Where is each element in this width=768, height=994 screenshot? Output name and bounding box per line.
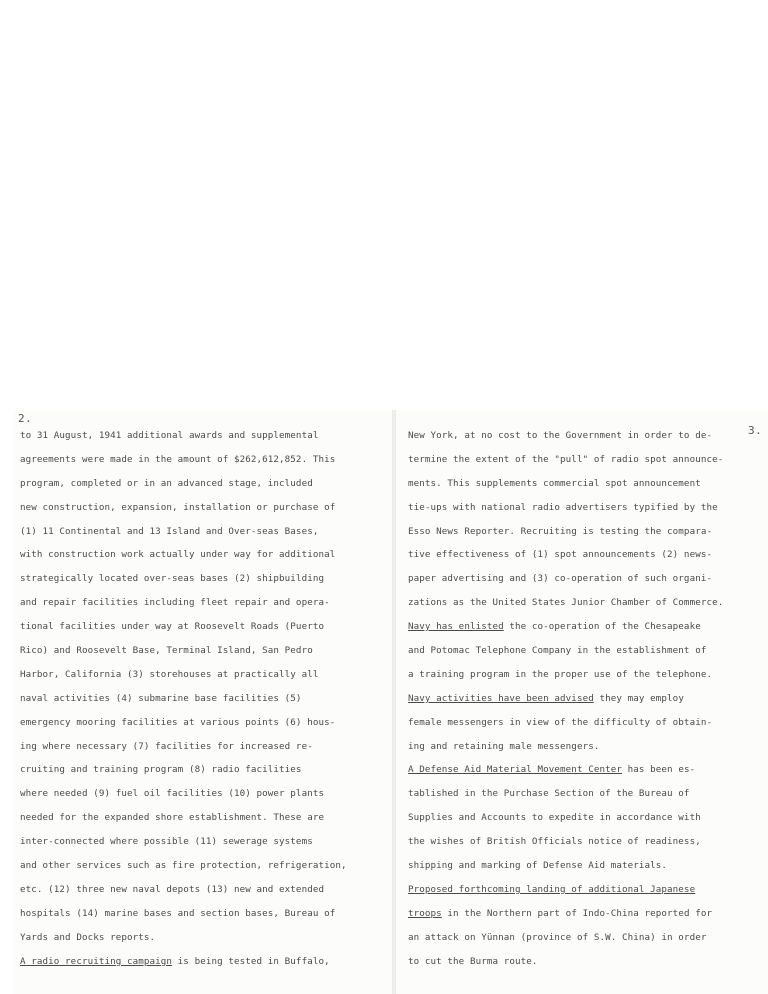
line-text-continued: has been es-: [622, 764, 696, 776]
text-line: [408, 950, 763, 974]
line-text: New York, at no cost to the Government in order to de-: [408, 430, 713, 441]
text-line: [20, 663, 385, 687]
line-text: inter-connected where possible (11) sewerage systems: [20, 836, 313, 848]
line-text: program, completed or in an advanced stage, included: [20, 477, 313, 489]
line-text: hospitals (14) marine bases and section bases, Bureau of: [20, 907, 336, 919]
line-text: and Potomac Telephone Company in the establishment of: [408, 645, 707, 657]
text-line: [408, 830, 763, 854]
line-text: agreements were made in the amount of $262,612,852. This: [20, 453, 336, 465]
line-text: ing where necessary (7) facilities for increased re-: [20, 740, 313, 752]
text-line: [20, 591, 385, 615]
text-line: [20, 758, 385, 782]
right-page-number: 3.: [748, 424, 763, 437]
line-text: Yards and Docks reports.: [20, 931, 156, 943]
line-text: tablished in the Purchase Section of the Bureau of: [408, 788, 690, 800]
text-line: [408, 496, 763, 520]
text-line: [20, 615, 385, 639]
line-text: etc. (12) three new naval depots (13) new and extended: [20, 883, 325, 895]
underlined-heading: A Defense Aid Material Movement Center: [408, 764, 622, 776]
underlined-heading: Navy has enlisted: [408, 621, 504, 633]
line-text: the wishes of British Officials notice of readiness,: [408, 836, 701, 848]
text-line: [20, 448, 385, 472]
text-line: [20, 639, 385, 663]
text-line: [20, 424, 385, 448]
line-text: paper advertising and (3) co-operation of such organi-: [408, 573, 713, 585]
text-line: [408, 615, 763, 639]
text-line: [408, 806, 763, 830]
underlined-heading: A radio recruiting campaign: [20, 955, 173, 967]
line-text: needed for the expanded shore establishment. These are: [20, 812, 325, 824]
line-text: tie-ups with national radio advertisers typified by the: [408, 501, 718, 513]
right-page-text: [408, 424, 763, 973]
line-text: Harbor, California (3) storehouses at practically all: [20, 668, 319, 680]
line-text: emergency mooring facilities at various points (6) hous-: [20, 716, 336, 728]
line-text-continued: is being tested in Buffalo,: [172, 955, 330, 967]
text-line: [20, 472, 385, 496]
line-text: where needed (9) fuel oil facilities (10) power plants: [20, 788, 325, 800]
text-line: [408, 854, 763, 878]
text-line: [408, 567, 763, 591]
line-text: and repair facilities including fleet repair and opera-: [20, 597, 330, 609]
line-text: Supplies and Accounts to expedite in accordance with: [408, 812, 701, 824]
line-text: to cut the Burma route.: [408, 955, 538, 967]
line-text: ing and retaining male messengers.: [408, 740, 600, 752]
text-line: [20, 711, 385, 735]
left-page-text: [20, 424, 385, 973]
text-line: [408, 520, 763, 544]
text-line: [408, 543, 763, 567]
line-text: cruiting and training program (8) radio facilities: [20, 764, 302, 776]
underlined-heading: Navy activities have been advised: [408, 692, 594, 704]
line-text: (1) 11 Continental and 13 Island and Over-seas Bases,: [20, 525, 319, 537]
text-line: [408, 424, 763, 448]
text-line: [20, 520, 385, 544]
text-line: [408, 663, 763, 687]
line-text: shipping and marking of Defense Aid materials.: [408, 860, 668, 872]
line-text: tive effectiveness of (1) spot announcements (2) news-: [408, 549, 713, 561]
text-line: [20, 854, 385, 878]
text-line: [20, 926, 385, 950]
line-text: Esso News Reporter. Recruiting is testing the compara-: [408, 525, 713, 537]
underlined-heading: troops: [408, 907, 442, 919]
text-line: [408, 639, 763, 663]
line-text: zations as the United States Junior Chamber of Commerce.: [408, 597, 724, 609]
line-text: termine the extent of the "pull" of radio spot announce-: [408, 453, 724, 465]
line-text: with construction work actually under way for additional: [20, 549, 336, 561]
line-text: strategically located over-seas bases (2) shipbuilding: [20, 573, 325, 585]
line-text: new construction, expansion, installation or purchase of: [20, 501, 336, 513]
text-line: [408, 878, 763, 902]
line-text: and other services such as fire protection, refrigeration,: [20, 860, 347, 872]
underlined-heading: Proposed forthcoming landing of additional Japanese: [408, 883, 696, 895]
text-line: [20, 567, 385, 591]
text-line: [408, 711, 763, 735]
text-line: [408, 448, 763, 472]
line-text: naval activities (4) submarine base facilities (5): [20, 692, 302, 704]
text-line: [408, 758, 763, 782]
text-line: [408, 902, 763, 926]
text-line: [20, 950, 385, 974]
line-text: female messengers in view of the difficulty of obtain-: [408, 716, 713, 728]
text-line: [20, 543, 385, 567]
text-line: [408, 591, 763, 615]
line-text: ments. This supplements commercial spot announcement: [408, 477, 701, 489]
line-text-continued: they may employ: [593, 692, 684, 704]
line-text: to 31 August, 1941 additional awards and supplemental: [20, 430, 319, 441]
line-text: an attack on Yünnan (province of S.W. China) in order: [408, 931, 707, 943]
text-line: [20, 782, 385, 806]
right-page: [396, 410, 768, 994]
text-line: [408, 926, 763, 950]
text-line: [20, 735, 385, 759]
line-text: a training program in the proper use of the telephone.: [408, 668, 713, 680]
line-text-continued: the co-operation of the Chesapeake: [503, 621, 701, 633]
text-line: [20, 806, 385, 830]
left-page: [14, 410, 392, 994]
line-text: Rico) and Roosevelt Base, Terminal Island, San Pedro: [20, 645, 313, 657]
line-text: tional facilities under way at Roosevelt Roads (Puerto: [20, 621, 325, 633]
text-line: [20, 687, 385, 711]
text-line: [408, 472, 763, 496]
text-line: [20, 902, 385, 926]
text-line: [20, 830, 385, 854]
text-line: [408, 782, 763, 806]
text-line: [20, 878, 385, 902]
text-line: [408, 687, 763, 711]
line-text-continued: in the Northern part of Indo-China reported for: [441, 907, 713, 919]
left-page-number: 2.: [18, 412, 33, 425]
text-line: [408, 735, 763, 759]
text-line: [20, 496, 385, 520]
document-spread: [14, 410, 768, 994]
